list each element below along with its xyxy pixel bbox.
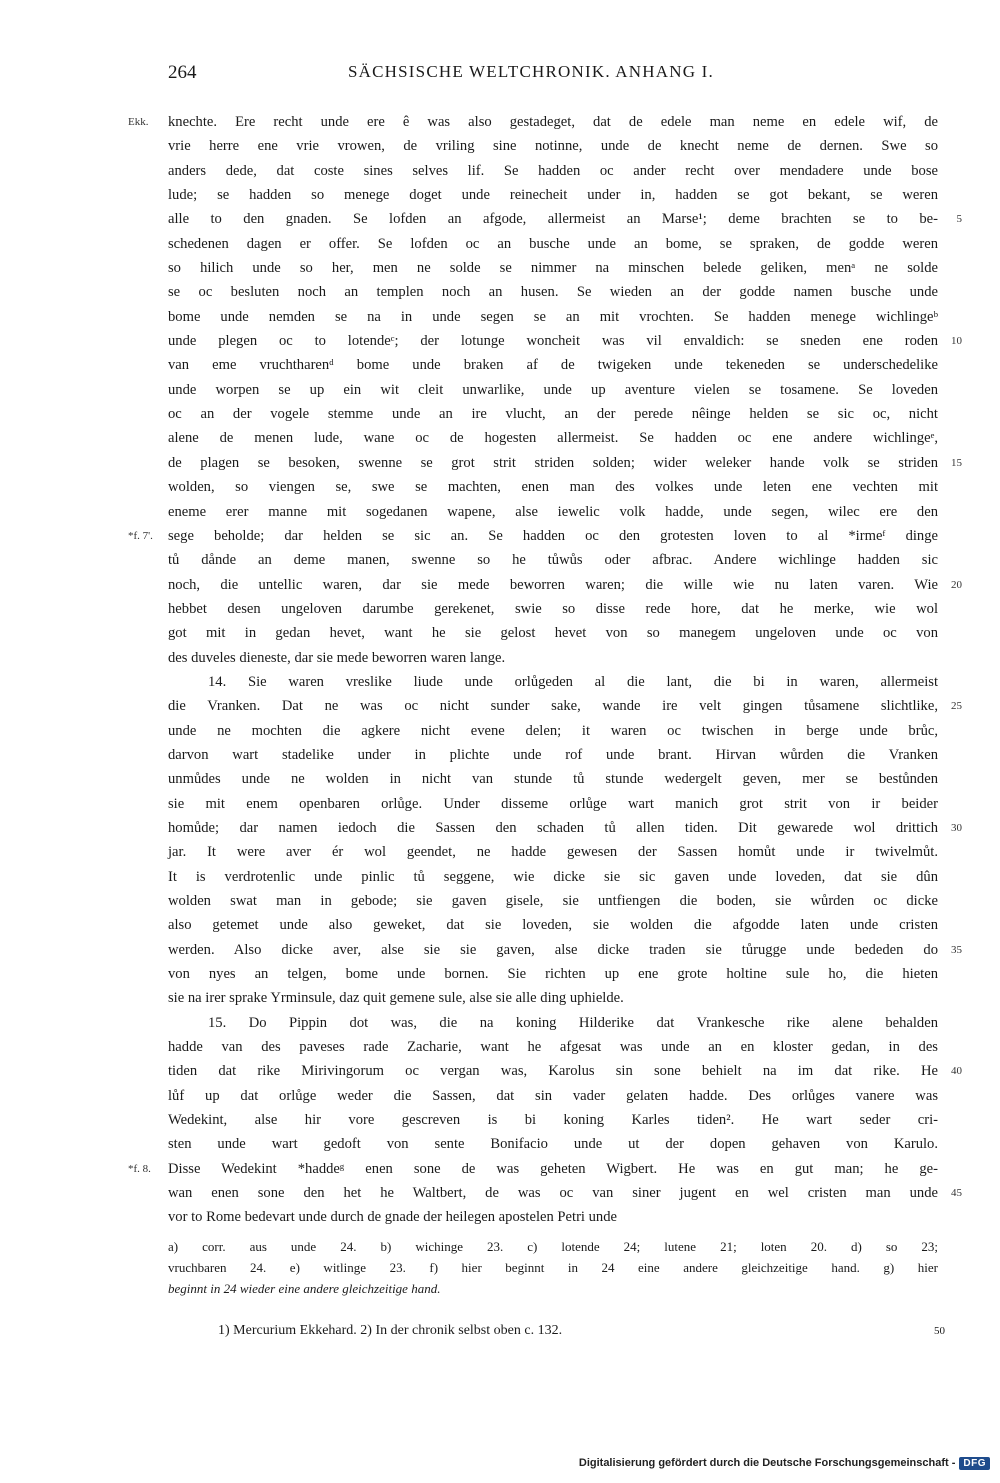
line-text: darvon wart stadelike under in plichte unde rof unde brant. Hirvan wůrden die Vranken [168, 746, 938, 763]
margin-source-marker: *f. 7'. [128, 529, 153, 542]
text-line [168, 938, 962, 962]
text-line [168, 402, 938, 426]
margin-line-number: 15 [951, 456, 962, 469]
line-text: homůde; dar namen iedoch die Sassen den schaden tů allen tiden. Dit gewarede wol drittich [168, 819, 938, 836]
line-text: Disse Wedekint *haddeᵍ enen sone de was geheten Wigbert. He was en gut man; he ge- [168, 1160, 938, 1177]
text-line [168, 475, 938, 499]
line-text: unde ne mochten die agkere nicht evene delen; it waren oc twischen in berge unde brůc, [168, 722, 938, 739]
source-footnotes [218, 1320, 945, 1342]
line-text: die Vranken. Dat ne was oc nicht sunder sake, wande ire velt gingen tůsamene slichtlike, [168, 698, 938, 715]
variant-footnote-line: a) corr. aus unde 24. b) wichinge 23. c) lotende 24; lutene 21; loten 20. d) so 23; [168, 1239, 938, 1254]
line-text: hadde van des paveses rade Zacharie, want he afgesat was unde an en kloster gedan, in des [168, 1039, 938, 1056]
line-text: werden. Also dicke aver, alse sie sie gaven, alse dicke traden sie tůrugge unde bededen do [168, 941, 938, 958]
text-line [168, 134, 938, 158]
line-text: lude; se hadden so menege doget unde reinecheit under in, hadden se got bekant, se weren [168, 187, 938, 204]
text-line [168, 500, 938, 524]
line-text: sten unde wart gedoft von sente Bonifacio unde ut der dopen gehaven von Karulo. [168, 1136, 938, 1153]
line-text: schedenen dagen er offer. Se lofden oc an busche unde an bome, se spraken, de godde weren [168, 235, 938, 252]
margin-line-number: 40 [951, 1065, 962, 1078]
line-text: wan enen sone den het he Waltbert, de was oc van siner jugent en wel cristen man unde [168, 1185, 938, 1202]
text-line [168, 1011, 938, 1035]
text-line [168, 207, 962, 231]
line-text: eneme erer manne mit sogedanen wapene, alse iewelic volk hadde, unde segen, wilec ere den [168, 503, 938, 520]
margin-line-number: 30 [951, 821, 962, 834]
text-line [168, 597, 938, 621]
text-line [168, 646, 938, 670]
line-text: hebbet desen ungeloven darumbe gerekenet, swie so disse rede hore, dat he merke, wie wol [168, 600, 938, 617]
text-line [168, 621, 938, 645]
line-text: oc an der vogele stemme unde an ire vlucht, an der perede nêinge helden se sic oc, nicht [168, 406, 938, 423]
text-line [128, 1157, 938, 1181]
text-line [128, 110, 938, 134]
text-line [168, 1181, 962, 1205]
text-line [168, 694, 962, 718]
text-line [168, 719, 938, 743]
line-text: sie mit enem openbaren orlůge. Under disseme orlůge wart manich grot strit von ir beider [168, 795, 938, 812]
line-text: noch, die untellic waren, dar sie mede beworren waren; die wille wie nu laten varen. Wie [168, 576, 938, 593]
line-text: 14. Sie waren vreslike liude unde orlůgeden al die lant, die bi in waren, allermeist [208, 673, 938, 690]
text-line [128, 524, 938, 548]
line-text: unde plegen oc to lotendeᶜ; der lotunge woncheit was vil envaldich: se sneden ene roden [168, 333, 938, 350]
source-footnote-text: 1) Mercurium Ekkehard. 2) In der chronik selbst oben c. 132. [218, 1323, 563, 1338]
line-text: von nyes an telgen, bome unde bornen. Sie richten up ene grote holtine sule ho, die hieten [168, 966, 938, 983]
text-line [168, 1084, 938, 1108]
page-header [168, 62, 938, 90]
variant-footnotes [168, 1236, 938, 1299]
variant-footnote-line: vruchbaren 24. e) witlinge 23. f) hier beginnt in 24 eine andere gleichzeitige hand. g) hier [168, 1260, 938, 1275]
margin-line-number: 10 [951, 335, 962, 348]
text-line [168, 1205, 938, 1229]
line-text: alene de menen lude, wane oc de hogesten allermeist. Se hadden oc ene andere wichlingeᵉ, [168, 430, 938, 447]
line-text: sege beholde; dar helden se sic an. Se hadden oc den grotesten loven to al *irmeᶠ dinge [168, 527, 938, 544]
text-line [168, 548, 938, 572]
line-text: sie na irer sprake Yrminsule, daz quit gemene sule, alse sie alle ding uphielde. [168, 990, 624, 1007]
line-text: vrie herre ene vrie vrowen, de vriling sine notinne, unde de knecht neme de dernen. Swe so [168, 138, 938, 155]
text-line [168, 426, 938, 450]
text-line [168, 986, 938, 1010]
line-text: tů dånde an deme manen, swenne so he tůwůs oder afbrac. Andere wichlinge hadden sic [168, 552, 938, 569]
line-text: van eme vruchtharenᵈ bome unde braken af de twigeken unde tekeneden se underschedelike [168, 357, 938, 374]
text-line [168, 232, 938, 256]
line-text: also getemet unde also geweket, dat sie loveden, sie wolden die afgodde laten unde cristen [168, 917, 938, 934]
margin-line-number: 5 [956, 213, 962, 226]
text-line [168, 816, 962, 840]
text-line [168, 378, 938, 402]
text-line [168, 670, 938, 694]
text-line [168, 573, 962, 597]
line-text: se oc besluten noch an templen noch an husen. Se wieden an der godde namen busche unde [168, 284, 938, 301]
digitization-banner[interactable] [579, 1455, 990, 1471]
margin-line-number: 50 [934, 1325, 945, 1337]
text-line [168, 792, 938, 816]
text-line [168, 865, 938, 889]
dfg-logo: DFG [959, 1457, 990, 1470]
text-line [168, 913, 938, 937]
text-line [168, 451, 962, 475]
running-title: SÄCHSISCHE WELTCHRONIK. ANHANG I. [348, 62, 714, 81]
line-text: alle to den gnaden. Se lofden an afgode, allermeist an Marse¹; deme brachten se to be- [168, 211, 938, 228]
text-line [168, 159, 938, 183]
page-number: 264 [168, 62, 197, 83]
line-text: knechte. Ere recht unde ere ê was also gestadeget, dat de edele man neme en edele wif, de [168, 114, 938, 130]
line-text: got mit in gedan hevet, want he sie gelost hevet von so manegem ungeloven unde oc von [168, 625, 938, 642]
line-text: unmůdes unde ne wolden in nicht van stunde tů stunde wedergelt geven, mer se bestůnden [168, 771, 938, 788]
text-line [168, 280, 938, 304]
line-text: Wedekint, alse hir vore gescreven is bi koning Karles tiden². He wart seder cri- [168, 1112, 938, 1129]
line-text: so hilich unde so her, men ne solde se nimmer na minschen belede geliken, menᵃ ne solde [168, 260, 938, 277]
text-line [168, 1059, 962, 1083]
text-line [168, 305, 938, 329]
digitization-credit: Digitalisierung gefördert durch die Deutsche Forschungsgemeinschaft - [578, 1457, 956, 1469]
line-text: wolden, so viengen se, swe se machten, enen man des volkes unde leten ene vechten mit [168, 479, 938, 496]
line-text: vor to Rome bedevart unde durch de gnade der heilegen apostelen Petri unde [168, 1209, 618, 1226]
line-text: lůf up dat orlůge weder die Sassen, dat sin vader gelaten hadde. Des orlůges vanere was [168, 1087, 938, 1104]
margin-line-number: 20 [951, 578, 962, 591]
line-text: anders dede, dat coste sines selves lif. Se hadden oc ander recht over mendadere unde bose [168, 162, 938, 179]
margin-source-marker: Ekk. [128, 116, 149, 128]
text-line [168, 183, 938, 207]
variant-footnote-line: beginnt in 24 wieder eine andere gleichzeitige hand. [168, 1281, 441, 1296]
text-line [168, 353, 938, 377]
line-text: bome unde nemden se na in unde segen se an mit vrochten. Se hadden menege wichlingeᵇ [168, 308, 938, 325]
line-text: de plagen se besoken, swenne se grot strit striden solden; wider weleker hande volk se striden [168, 454, 938, 471]
text-line [168, 840, 938, 864]
margin-source-marker: *f. 8. [128, 1162, 151, 1175]
text-line [168, 1108, 938, 1132]
text-line [168, 1132, 938, 1156]
line-text: 15. Do Pippin dot was, die na koning Hilderike dat Vrankesche rike alene behalden [208, 1014, 938, 1031]
text-line [168, 962, 938, 986]
margin-line-number: 45 [951, 1187, 962, 1200]
text-line [168, 889, 938, 913]
text-line [168, 767, 938, 791]
line-text: wolden swat man in gebode; sie gaven gisele, sie untfiengen die boden, sie wůrden oc dicke [168, 893, 938, 909]
line-text: unde worpen se up ein wit cleit unwarlike, unde up aventure vielen se tosamene. Se loveden [168, 381, 938, 398]
line-text: jar. It were aver ér wol geendet, ne hadde gewesen der Sassen homůt unde ir twivelmůt. [168, 844, 938, 861]
text-line [168, 1035, 938, 1059]
line-text: des duveles dieneste, dar sie mede beworren waren lange. [168, 649, 506, 666]
margin-line-number: 25 [951, 700, 962, 713]
body-text [128, 110, 962, 1230]
line-text: tiden dat rike Mirivingorum oc vergan was, Karolus sin sone behielt na im dat rike. He [168, 1063, 938, 1080]
margin-line-number: 35 [951, 943, 962, 956]
text-line [168, 329, 962, 353]
text-line [168, 743, 938, 767]
line-text: It is verdrotenlic unde pinlic tů seggene, wie dicke sie sic gaven unde loveden, dat sie dûn [168, 868, 938, 885]
text-line [168, 256, 938, 280]
